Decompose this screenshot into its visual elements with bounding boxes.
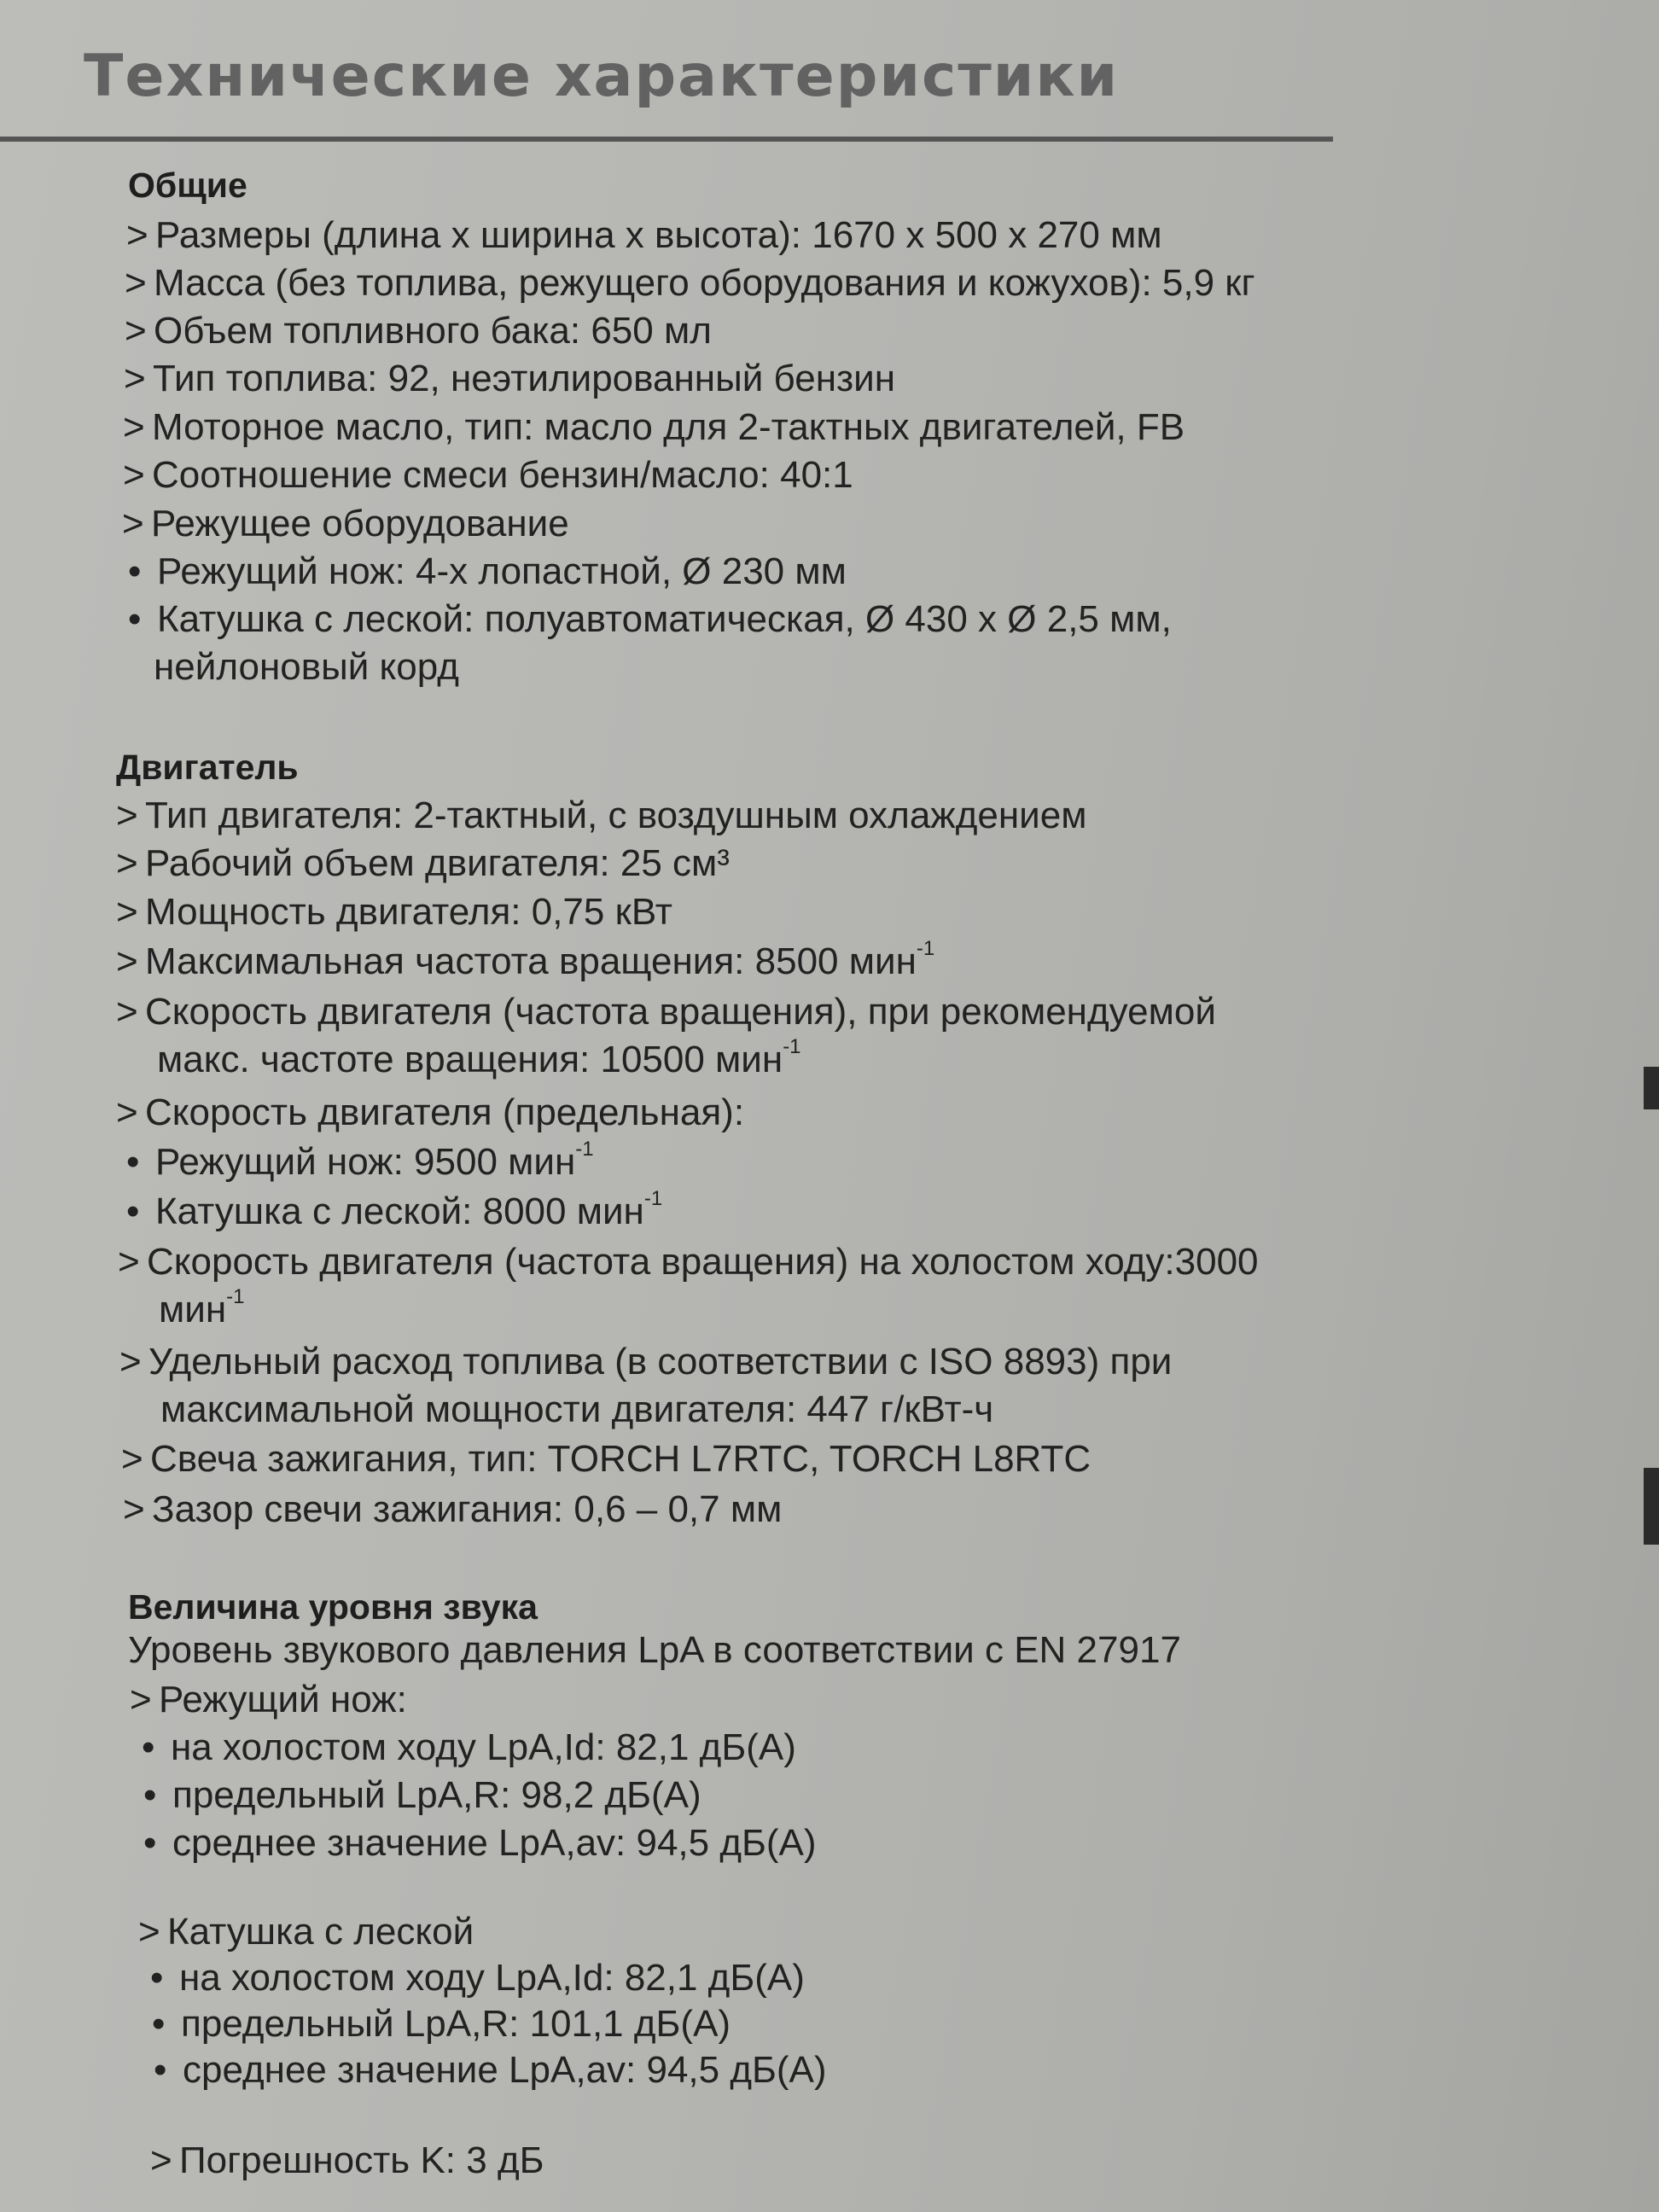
superscript: -1 xyxy=(783,1035,801,1058)
list-marker: > xyxy=(116,795,138,836)
spec-text: Масса (без топлива, режущего оборудования и кожухов): 5,9 кг xyxy=(154,262,1255,304)
spec-text: Мощность двигателя: 0,75 кВт xyxy=(145,891,672,933)
bullet-marker: • xyxy=(126,1190,140,1232)
spec-text-cont-main: мин xyxy=(159,1289,227,1330)
spec-text: Тип двигателя: 2-тактный, с воздушным охлаждением xyxy=(145,795,1087,836)
superscript: -1 xyxy=(575,1138,594,1161)
sound-spool-limit xyxy=(152,2004,731,2045)
spec-text-cont: максимальной мощности двигателя: 447 г/кВт-ч xyxy=(160,1388,994,1430)
sound-intro: Уровень звукового давления LpA в соответствии с EN 27917 xyxy=(128,1629,1181,1671)
sound-blade-average xyxy=(143,1823,817,1864)
bullet-marker: • xyxy=(150,1957,164,1999)
spec-text: среднее значение LpA,av: 94,5 дБ(А) xyxy=(183,2049,827,2091)
spec-text: Моторное масло, тип: масло для 2-тактных двигателей, FB xyxy=(152,406,1185,448)
spec-idle-speed xyxy=(118,1242,1259,1330)
list-marker: > xyxy=(123,454,145,496)
bullet-marker: • xyxy=(143,1774,157,1816)
spec-mix xyxy=(123,455,853,496)
edge-mark xyxy=(1644,1468,1659,1545)
list-marker: > xyxy=(124,358,146,399)
list-marker: > xyxy=(126,214,148,256)
bullet-marker: • xyxy=(152,2003,166,2045)
spec-max-rpm xyxy=(116,937,935,982)
spec-text: Рабочий объем двигателя: 25 см³ xyxy=(145,842,730,884)
list-marker: > xyxy=(138,1911,160,1953)
spec-text: Погрешность K: 3 дБ xyxy=(179,2139,544,2181)
spec-text: Режущий нож: 4-х лопастной, Ø 230 мм xyxy=(157,550,847,592)
spec-text: Режущий нож: 9500 мин xyxy=(155,1141,576,1183)
spec-text: Скорость двигателя (предельная): xyxy=(145,1091,745,1133)
spec-displacement xyxy=(116,843,730,884)
spec-text: Режущий нож: xyxy=(159,1679,407,1720)
spec-tank xyxy=(125,311,712,352)
spec-text: Удельный расход топлива (в соответствии с ISO 8893) при xyxy=(148,1341,1173,1382)
spec-spark-gap xyxy=(123,1489,782,1530)
spec-text: Скорость двигателя (частота вращения) на холостом ходу:3000 xyxy=(147,1241,1259,1283)
list-marker: > xyxy=(123,1488,145,1530)
spec-fuel-consumption xyxy=(119,1342,1172,1430)
bullet-marker: • xyxy=(154,2049,167,2091)
sound-spool-label xyxy=(138,1912,474,1953)
spec-text: Объем топливного бака: 650 мл xyxy=(154,310,712,352)
section-heading-sound: Величина уровня звука xyxy=(128,1587,538,1627)
spec-text: Катушка с леской: 8000 мин xyxy=(155,1190,644,1232)
spec-engine-type xyxy=(116,795,1086,836)
list-marker: > xyxy=(125,310,147,352)
spec-text: среднее значение LpA,av: 94,5 дБ(А) xyxy=(172,1822,817,1864)
list-marker: > xyxy=(122,503,144,544)
title-rule xyxy=(0,137,1333,142)
spec-spool xyxy=(128,599,1172,688)
spec-limit-speed xyxy=(116,1092,744,1133)
list-marker: > xyxy=(119,1341,142,1382)
spec-text: Тип топлива: 92, неэтилированный бензин xyxy=(153,358,896,399)
spec-text: Скорость двигателя (частота вращения), при рекомендуемой xyxy=(145,991,1216,1033)
spec-fuel xyxy=(124,358,895,399)
list-marker: > xyxy=(125,262,147,304)
spec-text: на холостом ходу LpA,Id: 82,1 дБ(А) xyxy=(171,1726,796,1768)
spec-text-cont xyxy=(118,1283,1259,1330)
superscript: -1 xyxy=(643,1187,663,1210)
sound-tolerance xyxy=(150,2140,544,2181)
list-marker: > xyxy=(116,842,138,884)
spec-text: Катушка с леской xyxy=(167,1911,474,1953)
spec-mass xyxy=(125,263,1255,304)
spec-spark-plug xyxy=(121,1439,1091,1480)
spec-size xyxy=(126,215,1162,256)
bullet-marker: • xyxy=(128,598,142,640)
superscript: -1 xyxy=(916,937,935,960)
list-marker: > xyxy=(150,2139,172,2181)
spec-text: предельный LpA,R: 98,2 дБ(А) xyxy=(172,1774,701,1816)
spec-text-cont: нейлоновый корд xyxy=(154,646,459,688)
list-marker: > xyxy=(130,1679,152,1720)
spec-power xyxy=(116,892,672,933)
section-heading-engine: Двигатель xyxy=(116,748,299,787)
list-marker: > xyxy=(116,1091,138,1133)
list-marker: > xyxy=(123,406,145,448)
sound-blade-label xyxy=(130,1679,407,1720)
list-marker: > xyxy=(121,1438,143,1480)
spec-text-cont-main: макс. частоте вращения: 10500 мин xyxy=(157,1039,783,1080)
sound-spool-idle xyxy=(150,1958,805,1999)
list-marker: > xyxy=(116,991,138,1033)
spec-cutting-equipment xyxy=(122,504,569,544)
spec-text: Соотношение смеси бензин/масло: 40:1 xyxy=(152,454,853,496)
bullet-marker: • xyxy=(128,550,142,592)
sound-blade-idle xyxy=(142,1727,796,1768)
spec-oil xyxy=(123,407,1185,448)
spec-text: на холостом ходу LpA,Id: 82,1 дБ(А) xyxy=(179,1957,805,1999)
spec-recommended-rpm xyxy=(116,992,1216,1080)
spec-text: Максимальная частота вращения: 8500 мин xyxy=(145,940,917,982)
spec-text: Режущее оборудование xyxy=(151,503,569,544)
edge-mark xyxy=(1644,1067,1659,1109)
spec-text: Зазор свечи зажигания: 0,6 – 0,7 мм xyxy=(152,1488,783,1530)
spec-text: Свеча зажигания, тип: TORCH L7RTC, TORCH L8RTC xyxy=(150,1438,1091,1480)
spec-limit-spool xyxy=(126,1187,663,1232)
bullet-marker: • xyxy=(126,1141,140,1183)
spec-text: Катушка с леской: полуавтоматическая, Ø 430 х Ø 2,5 мм, xyxy=(157,598,1172,640)
spec-limit-blade xyxy=(126,1138,594,1183)
superscript: -1 xyxy=(226,1285,245,1308)
list-marker: > xyxy=(116,940,138,982)
spec-text-cont xyxy=(116,1033,1216,1080)
list-marker: > xyxy=(116,891,138,933)
list-marker: > xyxy=(118,1241,140,1283)
bullet-marker: • xyxy=(142,1726,155,1768)
bullet-marker: • xyxy=(143,1822,157,1864)
sound-spool-average xyxy=(154,2050,827,2091)
page-title: Технические характеристики xyxy=(84,43,1120,110)
spec-text: Размеры (длина х ширина х высота): 1670 х 500 х 270 мм xyxy=(155,214,1162,256)
section-heading-general: Общие xyxy=(128,166,247,205)
spec-text: предельный LpA,R: 101,1 дБ(А) xyxy=(181,2003,731,2045)
sound-blade-limit xyxy=(143,1775,701,1816)
spec-blade xyxy=(128,551,847,592)
